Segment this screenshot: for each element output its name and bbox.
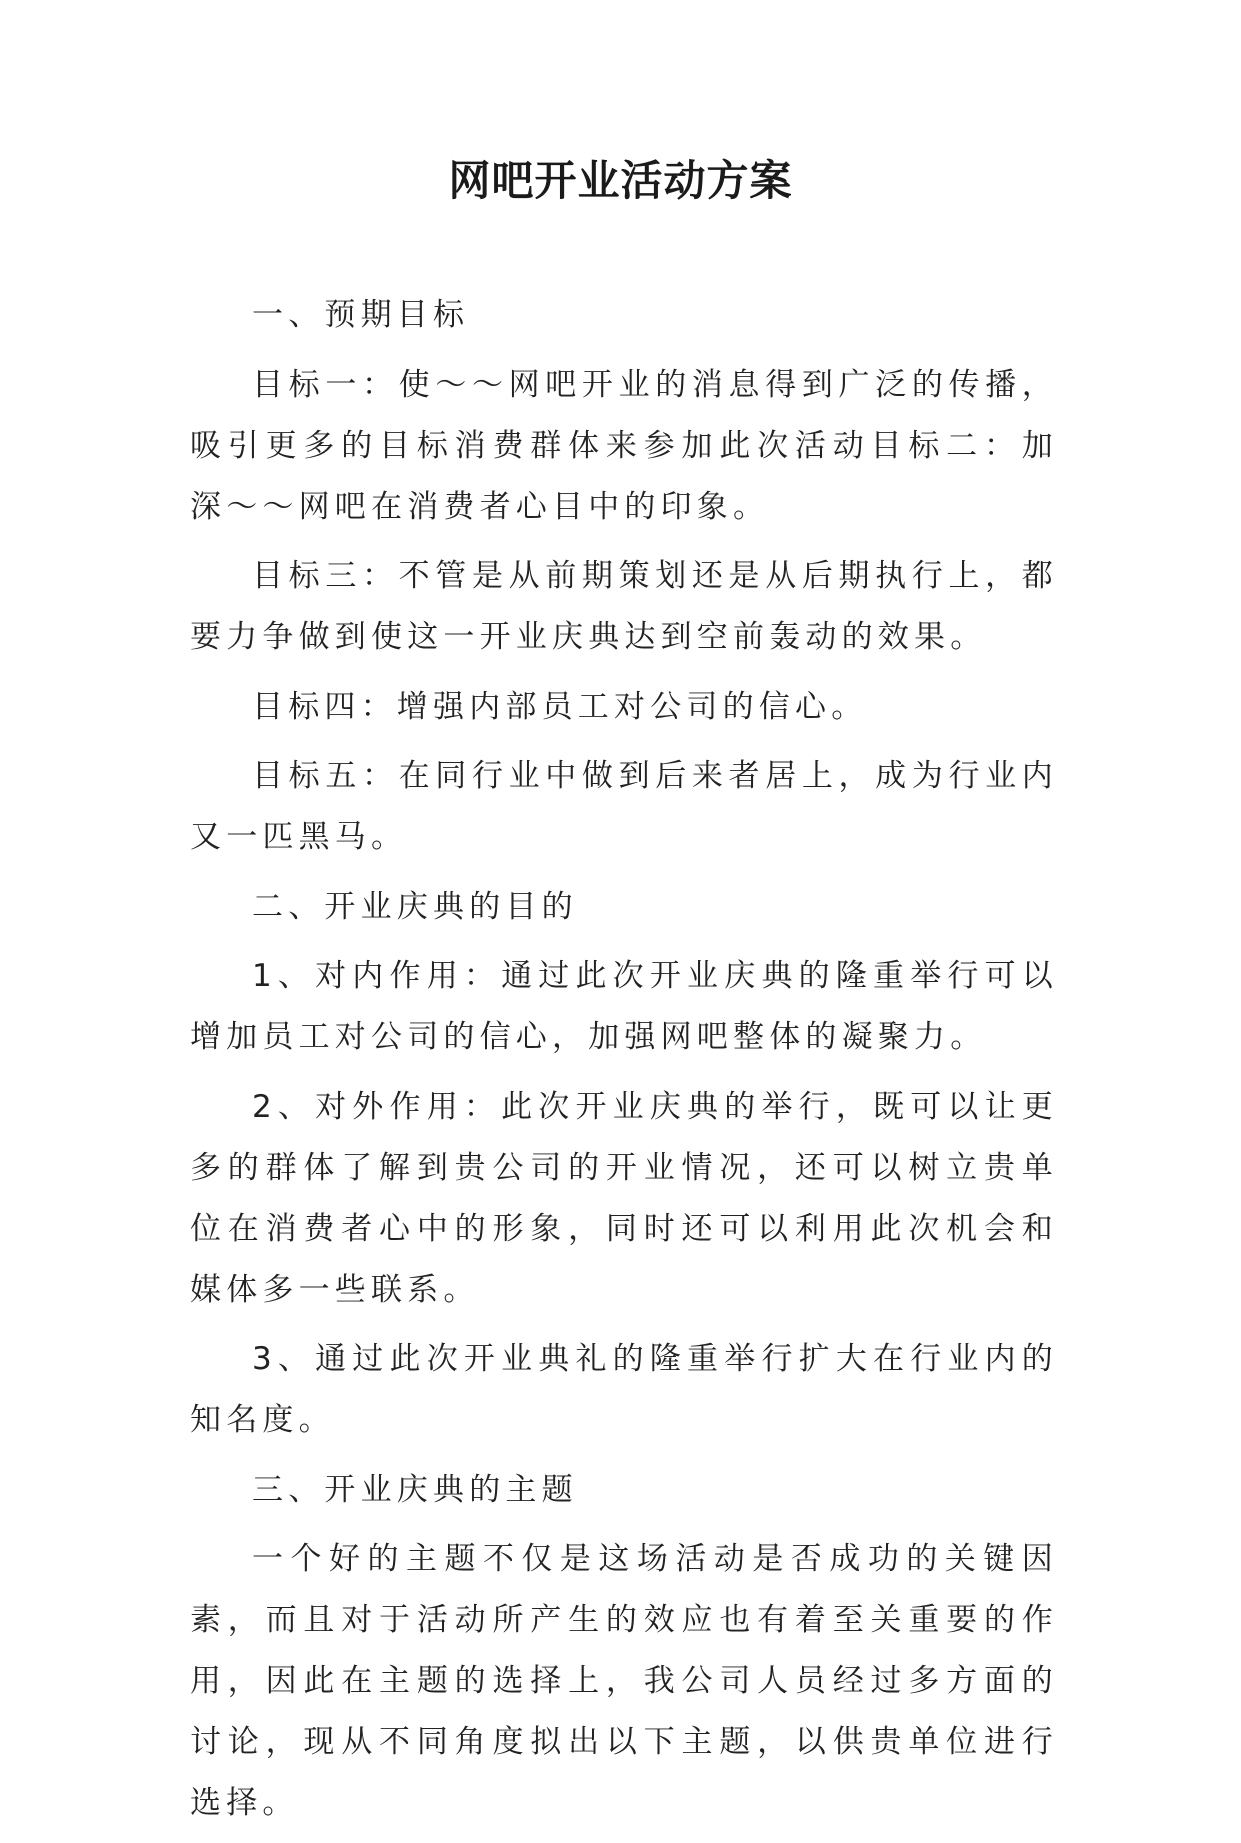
paragraph: 目标三：不管是从前期策划还是从后期执行上，都要力争做到使这一开业庆典达到空前轰动的效果。 — [190, 558, 1058, 655]
paragraph: 3、通过此次开业典礼的隆重举行扩大在行业内的知名度。 — [190, 1341, 1058, 1438]
section-heading: 二、开业庆典的目的 — [252, 888, 578, 925]
paragraph: 1、对内作用：通过此次开业庆典的隆重举行可以增加员工对公司的信心，加强网吧整体的凝聚力。 — [190, 958, 1058, 1055]
document-title: 网吧开业活动方案 — [448, 156, 793, 205]
section-heading: 三、开业庆典的主题 — [252, 1471, 578, 1508]
paragraph: 一个好的主题不仅是这场活动是否成功的关键因素，而且对于活动所产生的效应也有着至关重要的作用，因此在主题的选择上，我公司人员经过多方面的讨论，现从不同角度拟出以下主题，以供贵单位进行选择。 — [190, 1541, 1058, 1821]
paragraph: 目标五：在同行业中做到后来者居上，成为行业内又一匹黑马。 — [190, 758, 1058, 855]
section-heading: 一、预期目标 — [252, 297, 470, 333]
paragraph: 目标四：增强内部员工对公司的信心。 — [252, 688, 868, 725]
document-body — [190, 285, 1058, 1843]
paragraph: 2、对外作用：此次开业庆典的举行，既可以让更多的群体了解到贵公司的开业情况，还可以树立贵单位在消费者心中的形象，同时还可以利用此次机会和媒体多一些联系。 — [190, 1088, 1058, 1308]
paragraph: 目标一：使～～网吧开业的消息得到广泛的传播，吸引更多的目标消费群体来参加此次活动目标二：加深～～网吧在消费者心目中的印象。 — [190, 366, 1058, 525]
